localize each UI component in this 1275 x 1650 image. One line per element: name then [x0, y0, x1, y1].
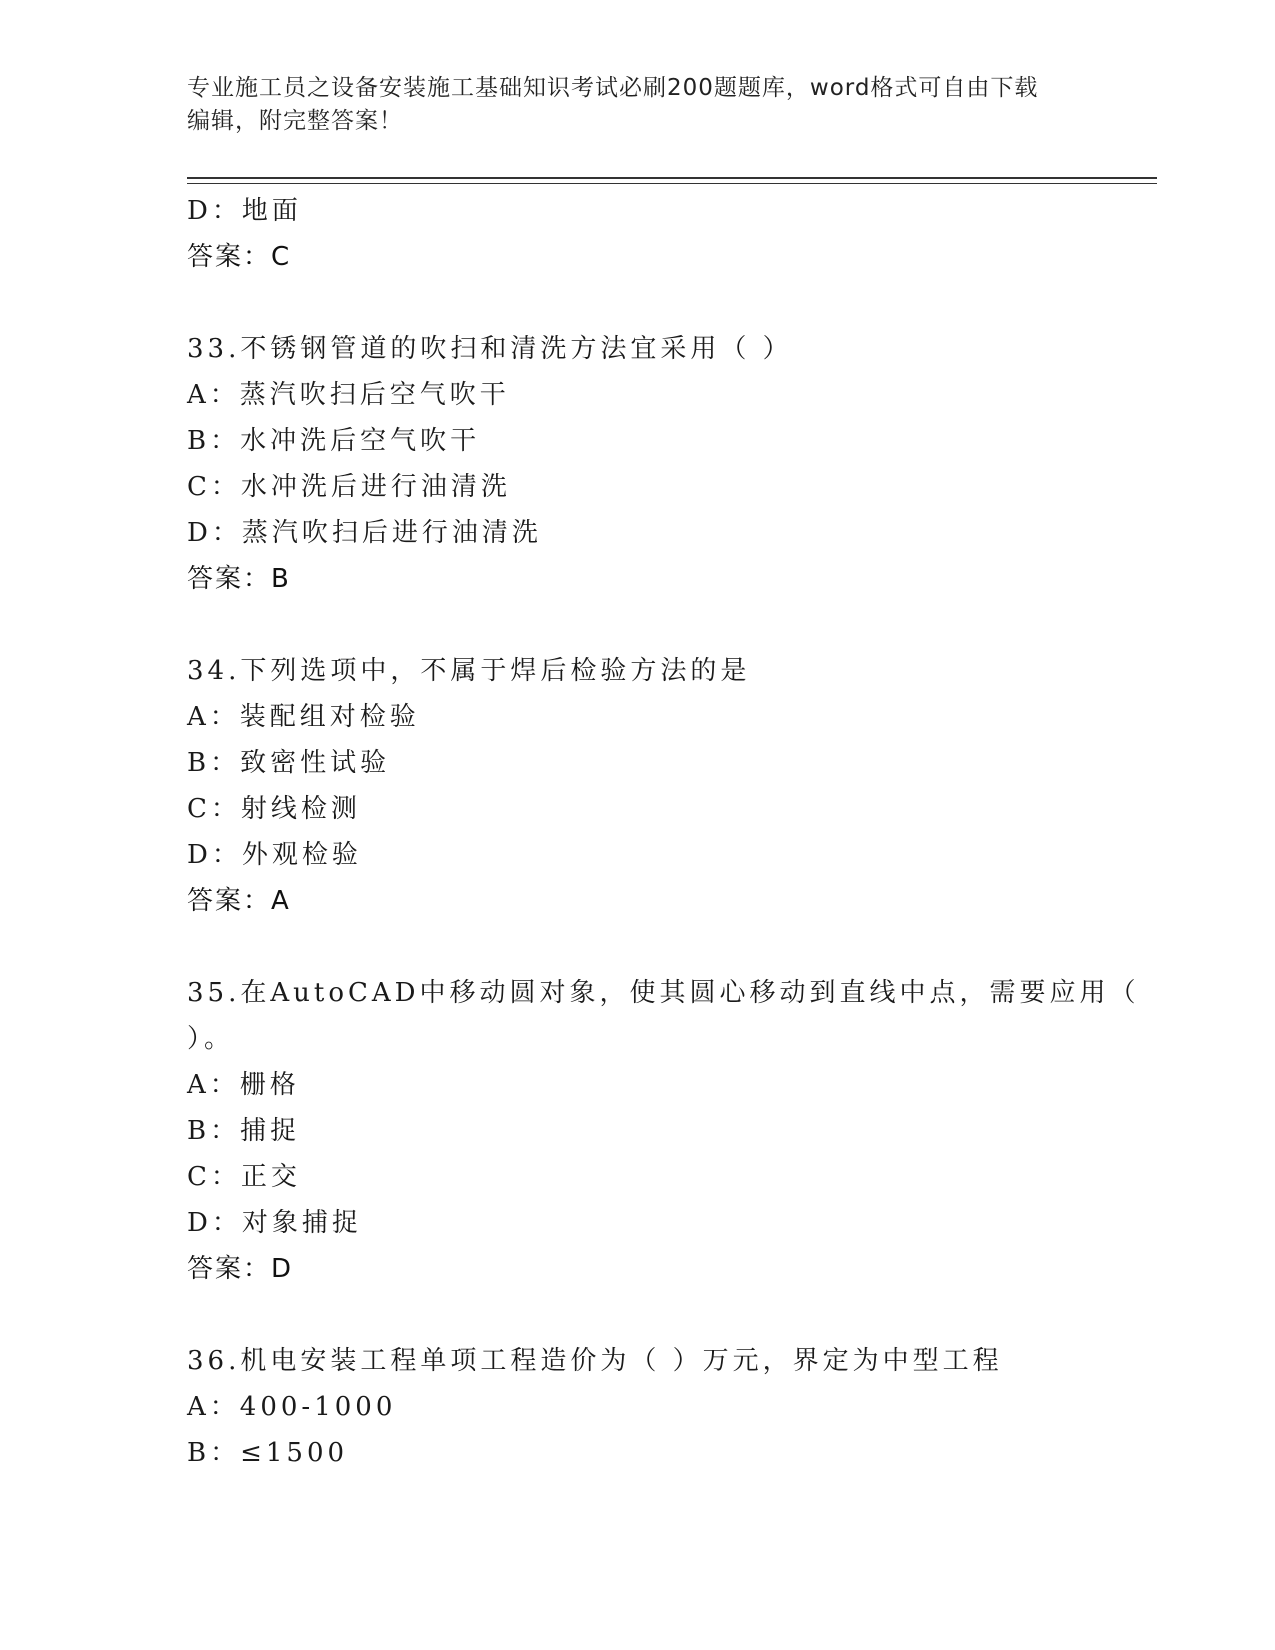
- option-c: C：水冲洗后进行油清洗: [187, 472, 511, 502]
- question-stem: 34.下列选项中，不属于焊后检验方法的是: [187, 656, 751, 686]
- option-b: B：≤1500: [187, 1438, 349, 1468]
- option-d: D：蒸汽吹扫后进行油清洗: [187, 518, 542, 548]
- option-a: A：装配组对检验: [187, 702, 420, 732]
- question-stem-line-1: 35.在AutoCAD中移动圆对象，使其圆心移动到直线中点，需要应用（: [187, 978, 1140, 1008]
- option-d: D：对象捕捉: [187, 1208, 362, 1238]
- option-a: A：400-1000: [187, 1392, 397, 1422]
- option-b: B：水冲洗后空气吹干: [187, 426, 481, 456]
- option-c: C：正交: [187, 1162, 301, 1192]
- header-divider-thick: [187, 177, 1157, 179]
- header-line-2: 编辑，附完整答案！: [187, 108, 403, 134]
- option-b: B：致密性试验: [187, 748, 391, 778]
- question-stem: 33.不锈钢管道的吹扫和清洗方法宜采用（ ）: [187, 334, 793, 364]
- option-b: B：捕捉: [187, 1116, 301, 1146]
- header-divider-thin: [187, 183, 1157, 184]
- option-d: D：外观检验: [187, 840, 362, 870]
- question-stem: 36.机电安装工程单项工程造价为（ ）万元，界定为中型工程: [187, 1346, 1003, 1376]
- question-35: [187, 970, 1140, 1292]
- option-a: A：蒸汽吹扫后空气吹干: [187, 380, 510, 410]
- document-header: [187, 72, 1087, 138]
- header-line-1: 专业施工员之设备安装施工基础知识考试必刷200题题库，word格式可自由下载: [187, 75, 1039, 101]
- option-d: D：地面: [187, 196, 302, 226]
- answer-line: 答案：B: [187, 564, 291, 594]
- option-a: A：栅格: [187, 1070, 300, 1100]
- answer-line: 答案：C: [187, 242, 292, 272]
- previous-question-tail: [187, 188, 1137, 280]
- answer-line: 答案：D: [187, 1254, 294, 1284]
- question-33: [187, 326, 1137, 602]
- question-36: [187, 1338, 1137, 1476]
- option-c: C：射线检测: [187, 794, 361, 824]
- question-stem-line-2: ）。: [187, 1024, 235, 1054]
- question-34: [187, 648, 1137, 924]
- question-list: [187, 188, 1140, 1476]
- answer-line: 答案：A: [187, 886, 291, 916]
